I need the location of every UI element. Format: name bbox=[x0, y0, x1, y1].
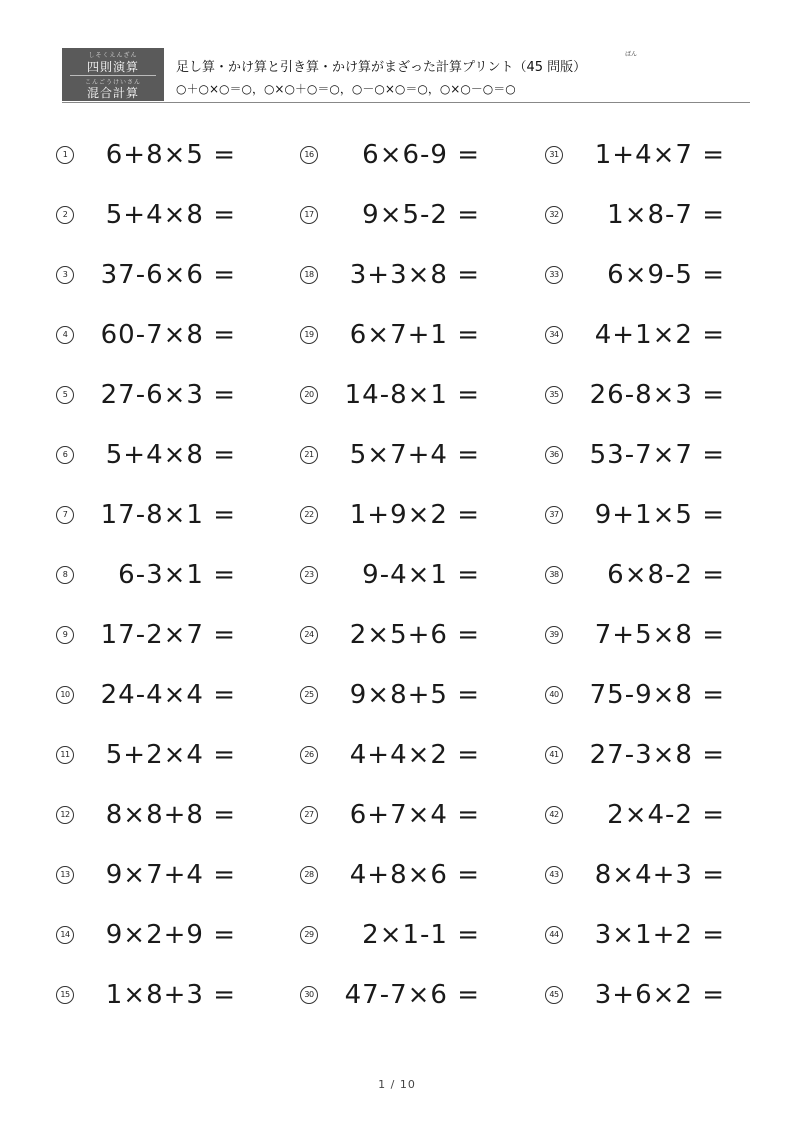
problem-number: 23 bbox=[300, 566, 318, 584]
problem-item bbox=[300, 495, 490, 535]
problem-item bbox=[545, 795, 735, 835]
problem-expression: 60-7×8 = bbox=[100, 320, 236, 350]
problem-item bbox=[545, 735, 735, 775]
problem-number: 12 bbox=[56, 806, 74, 824]
problem-item bbox=[56, 615, 246, 655]
problem-number: 21 bbox=[300, 446, 318, 464]
problem-item bbox=[56, 135, 246, 175]
problem-item bbox=[300, 315, 490, 355]
problem-expression: 4+8×6 = bbox=[349, 860, 480, 890]
problem-item bbox=[545, 555, 735, 595]
problem-expression: 24-4×4 = bbox=[100, 680, 236, 710]
problem-number: 22 bbox=[300, 506, 318, 524]
problem-number: 2 bbox=[56, 206, 74, 224]
problem-expression: 1×8-7 = bbox=[607, 200, 725, 230]
problem-number: 33 bbox=[545, 266, 563, 284]
problem-number: 32 bbox=[545, 206, 563, 224]
badge-label-top: 四則演算 bbox=[86, 60, 139, 74]
problem-item bbox=[300, 135, 490, 175]
problem-number: 40 bbox=[545, 686, 563, 704]
problem-number: 20 bbox=[300, 386, 318, 404]
problem-item bbox=[300, 855, 490, 895]
problem-number: 24 bbox=[300, 626, 318, 644]
problem-expression: 26-8×3 = bbox=[589, 380, 725, 410]
problem-item bbox=[545, 915, 735, 955]
problem-item bbox=[545, 435, 735, 475]
problem-expression: 6×9-5 = bbox=[607, 260, 725, 290]
problem-item bbox=[56, 795, 246, 835]
problem-number: 11 bbox=[56, 746, 74, 764]
problem-number: 6 bbox=[56, 446, 74, 464]
problem-item bbox=[545, 855, 735, 895]
problem-item bbox=[56, 915, 246, 955]
problem-expression: 6-3×1 = bbox=[118, 560, 236, 590]
problem-expression: 27-6×3 = bbox=[100, 380, 236, 410]
problem-expression: 14-8×1 = bbox=[344, 380, 480, 410]
problem-number: 13 bbox=[56, 866, 74, 884]
problem-item bbox=[545, 195, 735, 235]
problem-expression: 1×8+3 = bbox=[105, 980, 236, 1010]
badge-ruby-bottom: こんごうけいさん bbox=[84, 79, 141, 86]
problem-item bbox=[56, 375, 246, 415]
problem-number: 42 bbox=[545, 806, 563, 824]
problem-number: 15 bbox=[56, 986, 74, 1004]
page-title: 足し算・かけ算と引き算・かけ算がまざった計算プリント（45 問版） bbox=[176, 60, 587, 75]
problem-number: 39 bbox=[545, 626, 563, 644]
problem-number: 17 bbox=[300, 206, 318, 224]
problem-expression: 3+3×8 = bbox=[349, 260, 480, 290]
problem-number: 8 bbox=[56, 566, 74, 584]
problem-expression: 27-3×8 = bbox=[589, 740, 725, 770]
problem-number: 14 bbox=[56, 926, 74, 944]
problem-expression: 4+1×2 = bbox=[594, 320, 725, 350]
problem-number: 41 bbox=[545, 746, 563, 764]
problem-number: 18 bbox=[300, 266, 318, 284]
problem-expression: 2×4-2 = bbox=[607, 800, 725, 830]
problem-number: 4 bbox=[56, 326, 74, 344]
worksheet-header bbox=[62, 48, 750, 103]
problem-item bbox=[300, 915, 490, 955]
problem-expression: 3×1+2 = bbox=[594, 920, 725, 950]
problem-expression: 4+4×2 = bbox=[349, 740, 480, 770]
problem-item bbox=[300, 255, 490, 295]
problem-expression: 53-7×7 = bbox=[589, 440, 725, 470]
problem-item bbox=[545, 615, 735, 655]
problem-expression: 7+5×8 = bbox=[594, 620, 725, 650]
problem-item bbox=[545, 135, 735, 175]
problem-expression: 5+4×8 = bbox=[105, 200, 236, 230]
category-badge bbox=[62, 48, 164, 101]
problem-expression: 5+4×8 = bbox=[105, 440, 236, 470]
problem-item bbox=[56, 675, 246, 715]
problem-item bbox=[545, 975, 735, 1015]
problem-item bbox=[545, 255, 735, 295]
problem-item bbox=[300, 675, 490, 715]
problem-expression: 1+9×2 = bbox=[349, 500, 480, 530]
problem-item bbox=[545, 675, 735, 715]
problem-item bbox=[56, 495, 246, 535]
problem-number: 30 bbox=[300, 986, 318, 1004]
title-ruby: ばん bbox=[625, 51, 638, 58]
problem-expression: 6+8×5 = bbox=[105, 140, 236, 170]
problem-number: 27 bbox=[300, 806, 318, 824]
problem-expression: 37-6×6 = bbox=[100, 260, 236, 290]
problem-item bbox=[300, 735, 490, 775]
problem-item bbox=[545, 375, 735, 415]
problem-number: 31 bbox=[545, 146, 563, 164]
problem-item bbox=[56, 855, 246, 895]
problem-number: 26 bbox=[300, 746, 318, 764]
page-subtitle: ○＋○×○＝○，○×○＋○＝○，○－○×○＝○，○×○－○＝○ bbox=[176, 82, 516, 96]
problem-number: 43 bbox=[545, 866, 563, 884]
problem-number: 19 bbox=[300, 326, 318, 344]
problem-number: 9 bbox=[56, 626, 74, 644]
problem-item bbox=[56, 735, 246, 775]
problem-expression: 9+1×5 = bbox=[594, 500, 725, 530]
problem-item bbox=[56, 315, 246, 355]
problem-item bbox=[56, 555, 246, 595]
problem-expression: 75-9×8 = bbox=[589, 680, 725, 710]
problem-expression: 9×8+5 = bbox=[349, 680, 480, 710]
problem-expression: 17-8×1 = bbox=[100, 500, 236, 530]
problem-expression: 6×8-2 = bbox=[607, 560, 725, 590]
problem-item bbox=[545, 315, 735, 355]
problem-item bbox=[56, 195, 246, 235]
problem-item bbox=[300, 795, 490, 835]
problem-expression: 8×8+8 = bbox=[105, 800, 236, 830]
problem-number: 29 bbox=[300, 926, 318, 944]
problem-item bbox=[56, 255, 246, 295]
problem-expression: 6+7×4 = bbox=[349, 800, 480, 830]
badge-divider bbox=[70, 75, 156, 76]
problem-expression: 2×5+6 = bbox=[349, 620, 480, 650]
problem-item bbox=[56, 975, 246, 1015]
problem-expression: 17-2×7 = bbox=[100, 620, 236, 650]
problem-expression: 9-4×1 = bbox=[362, 560, 480, 590]
problem-number: 16 bbox=[300, 146, 318, 164]
problem-number: 5 bbox=[56, 386, 74, 404]
problem-number: 44 bbox=[545, 926, 563, 944]
problem-number: 37 bbox=[545, 506, 563, 524]
problem-number: 3 bbox=[56, 266, 74, 284]
problem-number: 25 bbox=[300, 686, 318, 704]
problem-item bbox=[300, 975, 490, 1015]
problem-item bbox=[300, 555, 490, 595]
problem-expression: 6×6-9 = bbox=[362, 140, 480, 170]
problem-expression: 9×5-2 = bbox=[362, 200, 480, 230]
problem-expression: 6×7+1 = bbox=[349, 320, 480, 350]
problem-expression: 3+6×2 = bbox=[594, 980, 725, 1010]
badge-ruby-top: しそくえんざん bbox=[88, 52, 138, 59]
problem-number: 38 bbox=[545, 566, 563, 584]
problem-number: 35 bbox=[545, 386, 563, 404]
problem-item bbox=[300, 375, 490, 415]
problem-expression: 8×4+3 = bbox=[594, 860, 725, 890]
page-number: 1 / 10 bbox=[378, 1078, 416, 1091]
problem-number: 1 bbox=[56, 146, 74, 164]
problem-item bbox=[56, 435, 246, 475]
problem-number: 28 bbox=[300, 866, 318, 884]
problem-expression: 5+2×4 = bbox=[105, 740, 236, 770]
problem-item bbox=[545, 495, 735, 535]
problem-expression: 1+4×7 = bbox=[594, 140, 725, 170]
problem-expression: 47-7×6 = bbox=[344, 980, 480, 1010]
problem-expression: 2×1-1 = bbox=[362, 920, 480, 950]
problem-number: 10 bbox=[56, 686, 74, 704]
problem-expression: 5×7+4 = bbox=[349, 440, 480, 470]
problem-number: 7 bbox=[56, 506, 74, 524]
problem-expression: 9×7+4 = bbox=[105, 860, 236, 890]
problem-item bbox=[300, 615, 490, 655]
badge-label-bottom: 混合計算 bbox=[86, 86, 139, 100]
problem-item bbox=[300, 435, 490, 475]
problem-number: 36 bbox=[545, 446, 563, 464]
problem-item bbox=[300, 195, 490, 235]
problem-number: 34 bbox=[545, 326, 563, 344]
problem-number: 45 bbox=[545, 986, 563, 1004]
problem-expression: 9×2+9 = bbox=[105, 920, 236, 950]
